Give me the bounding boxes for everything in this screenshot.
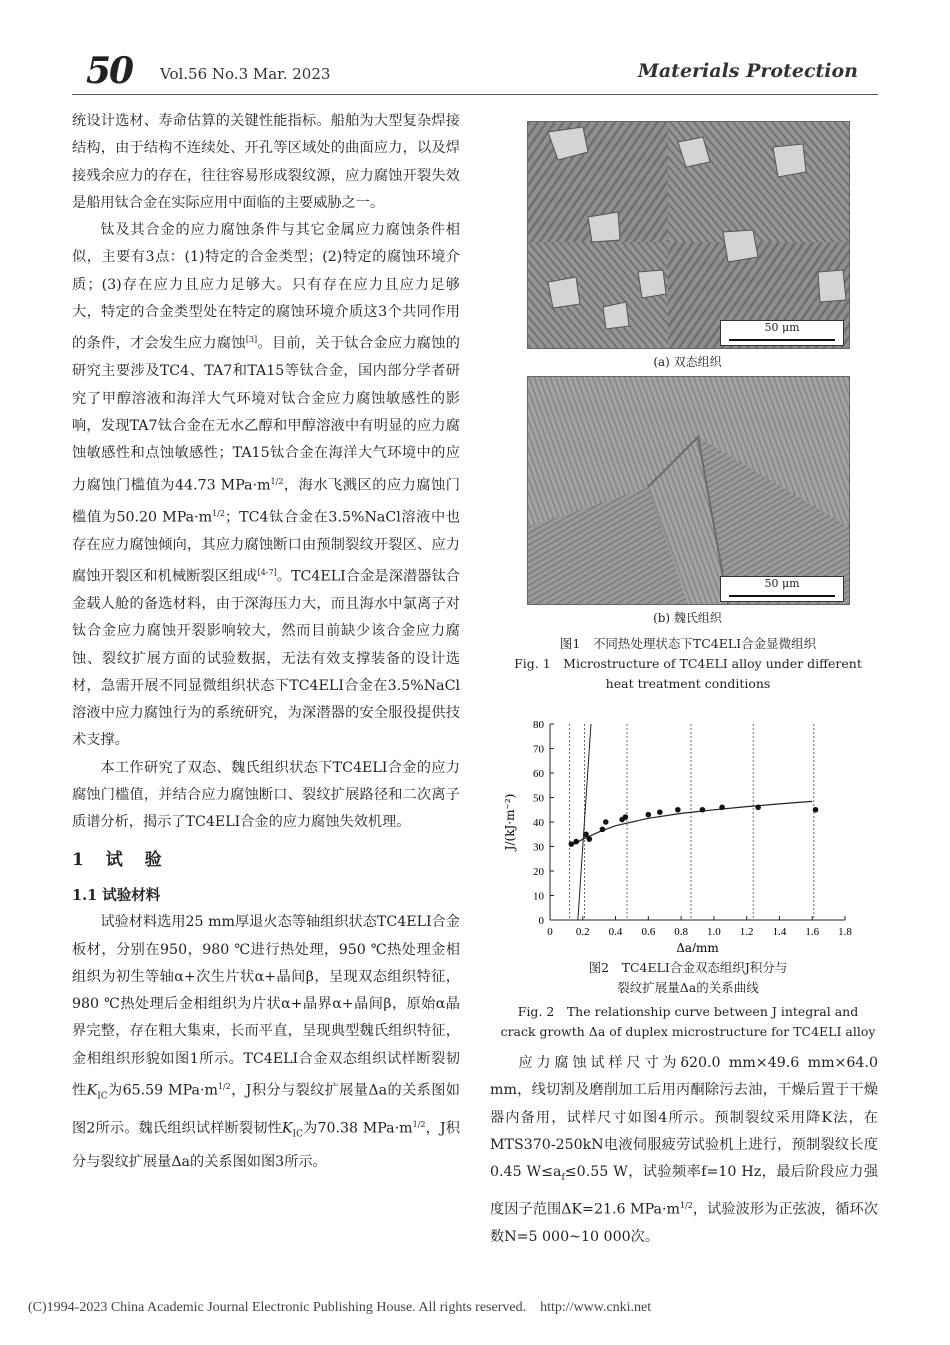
left-column: [72, 108, 460, 1176]
section-title: 1 试 验: [72, 849, 170, 870]
y-tick-label: 20: [533, 866, 544, 878]
figure2-caption: 图2 TC4ELI合金双态组织J积分与 裂纹扩展量Δa的关系曲线 Fig. 2 The relationship curve between J integral and crack growth Δa of duplex microstructure for TC4ELI alloy: [500, 960, 876, 1039]
paragraph-4: 试验材料选用25 mm厚退火态等轴组织状态TC4ELI合金板材，分别在950，980 ℃进行热处理，950 ℃热处理金相组织为初生等轴α+次生片状α+晶间β，呈现双态组织特征，980 ℃热处理后金相组织为片状α+晶界α+晶间β，原始α晶界完整，存在粗大集束，长而平直，呈现典型魏氏组织特征，金相组织形貌如图1所示。TC4ELI合金双态组织试样断裂韧性$K_{IC}$为65.59 $MPa\cdot m^{1/2}$，J积分与裂纹扩展量Δa的关系图如图2所示。魏氏组织试样断裂韧性$K_{IC}$为70.38 $MPa\cdot m^{1/2}$，J积分与裂纹扩展量Δa的关系图如图3所示。: [72, 914, 460, 1170]
paragraph-3: 本工作研究了双态、魏氏组织状态下TC4ELI合金的应力腐蚀门槛值，并结合应力腐蚀断口、裂纹扩展路径和二次离子质谱分析，揭示了TC4ELI合金的应力腐蚀失效机理。: [72, 759, 460, 831]
data-point: [646, 812, 652, 818]
micrograph-widmanstatten: [527, 376, 850, 605]
figure1b-caption: (b) 魏氏组织: [653, 611, 722, 625]
volume-info: Vol.56 No.3 Mar. 2023: [160, 65, 331, 83]
micrograph-widmanstatten-image: [528, 377, 849, 604]
y-tick-label: 10: [533, 890, 544, 903]
header-rule: [72, 94, 878, 95]
data-point: [657, 809, 663, 815]
x-tick-label: 0: [547, 926, 553, 938]
data-point: [583, 831, 589, 837]
paragraph-2: 钛及其合金的应力腐蚀条件与其它金属应力腐蚀条件相似，主要有3点：(1)特定的合金类型；(2)特定的腐蚀环境介质；(3)存在应力且应力足够大。只有存在应力且应力足够大，特定的合金类型处在特定的腐蚀环境介质这3个共同作用的条件，才会发生应力腐蚀[3]。目前，关于钛合金应力腐蚀的研究主要涉及TC4、TA7和TA15等钛合金，国内部分学者研究了甲醇溶液和海洋大气环境对钛合金应力腐蚀敏感性的影响，发现TA7钛合金在无水乙醇和甲醇溶液中有明显的应力腐蚀敏感性和点蚀敏感性；TA15钛合金在海洋大气环境中的应力腐蚀门槛值为44.73 $MPa\cdot m^{1/2}$，海水飞溅区的应力腐蚀门槛值为50.20 $MPa\cdot m^{1/2}$；TC4钛合金在3.5%NaCl溶液中也存在应力腐蚀倾向，其应力腐蚀断口由预制裂纹开裂区、应力腐蚀开裂区和机械断裂区组成[4-7]。TC4ELI合金是深潜器钛合金载人舱的备选材料，由于深海压力大，而且海水中氯离子对钛合金应力腐蚀开裂影响较大，然而目前缺少该合金应力腐蚀、裂纹扩展方面的试验数据，无法有效支撑装备的设计选材，急需开展不同显微组织状态下TC4ELI合金在3.5%NaCl溶液中应力腐蚀行为的系统研究，为深潜器的安全服役提供技术支撑。: [72, 222, 461, 749]
x-tick-label: 0.6: [641, 926, 656, 938]
x-axis-label: Δa/mm: [676, 941, 719, 952]
j-integral-chart: [500, 712, 878, 952]
y-tick-label: 0: [538, 915, 544, 927]
y-tick-label: 70: [533, 743, 544, 756]
data-point: [700, 807, 706, 813]
right-paragraph-1: 应力腐蚀试样尺寸为δ20.0 mm×49.6 mm×64.0 mm，线切割及磨削加工后用丙酮除污去油，干燥后置于干燥器内备用，试样尺寸如图4所示。预制裂纹采用降K法，在MTS370-250kN电液伺服疲劳试验机上进行，预制裂纹长度0.45 $W\le a_f\le 0.55$ W，试验频率f=10 Hz，最后阶段应力强度因子范围ΔK=21.6 $MPa\cdot m^{1/2}$，试验波形为正弦波，循环次数N=5 000~10 000次。: [490, 1055, 879, 1246]
data-point: [623, 814, 629, 820]
y-tick-label: 60: [533, 768, 544, 780]
paragraph-1: 统设计选材、寿命估算的关键性能指标。船舶为大型复杂焊接结构，由于结构不连续处、开孔等区域处的曲面应力，以及焊接残余应力的存在，往往容易形成裂纹源，应力腐蚀开裂失效是船用钛合金在实际应用中面临的主要威胁之一。: [72, 113, 460, 211]
y-tick-label: 30: [533, 841, 544, 854]
data-point: [603, 819, 609, 825]
subsection-title: 1.1 试验材料: [72, 886, 161, 904]
micrograph-duplex-image: [528, 122, 849, 348]
data-point: [755, 805, 761, 811]
figure1-caption: 图1 不同热处理状态下TC4ELI合金显微组织 Fig. 1 Microstructure of TC4ELI alloy under different heat treatment conditions: [514, 636, 862, 691]
y-tick-label: 80: [533, 719, 544, 731]
data-point: [675, 807, 681, 813]
right-column: [490, 1050, 878, 1252]
figure1a-caption: (a) 双态组织: [653, 355, 722, 369]
data-point: [569, 841, 575, 847]
micrograph-duplex: [527, 121, 850, 349]
y-axis-label: J/(kJ·m⁻²): [503, 793, 517, 851]
data-point: [573, 839, 579, 845]
scale-bar-b: 50 μm: [720, 576, 844, 602]
footer-copyright: (C)1994-2023 China Academic Journal Electronic Publishing House. All rights reserved. http://www.cnki.net: [28, 1300, 652, 1315]
x-tick-label: 0.2: [575, 926, 590, 938]
x-tick-label: 1.2: [739, 926, 754, 938]
y-tick-label: 50: [533, 792, 544, 805]
data-point: [719, 805, 725, 811]
x-tick-label: 1.0: [707, 926, 721, 938]
x-tick-label: 1.4: [772, 926, 787, 938]
data-point: [600, 827, 606, 833]
data-point: [587, 836, 593, 842]
x-tick-label: 0.8: [674, 926, 688, 938]
y-tick-label: 40: [533, 817, 544, 829]
scale-bar-a: 50 μm: [720, 320, 844, 346]
journal-name: Materials Protection: [637, 60, 858, 82]
x-tick-label: 0.4: [608, 926, 623, 938]
page-number: 50: [86, 50, 133, 92]
x-tick-label: 1.6: [805, 926, 820, 938]
x-tick-label: 1.8: [838, 926, 852, 938]
data-point: [813, 807, 819, 813]
